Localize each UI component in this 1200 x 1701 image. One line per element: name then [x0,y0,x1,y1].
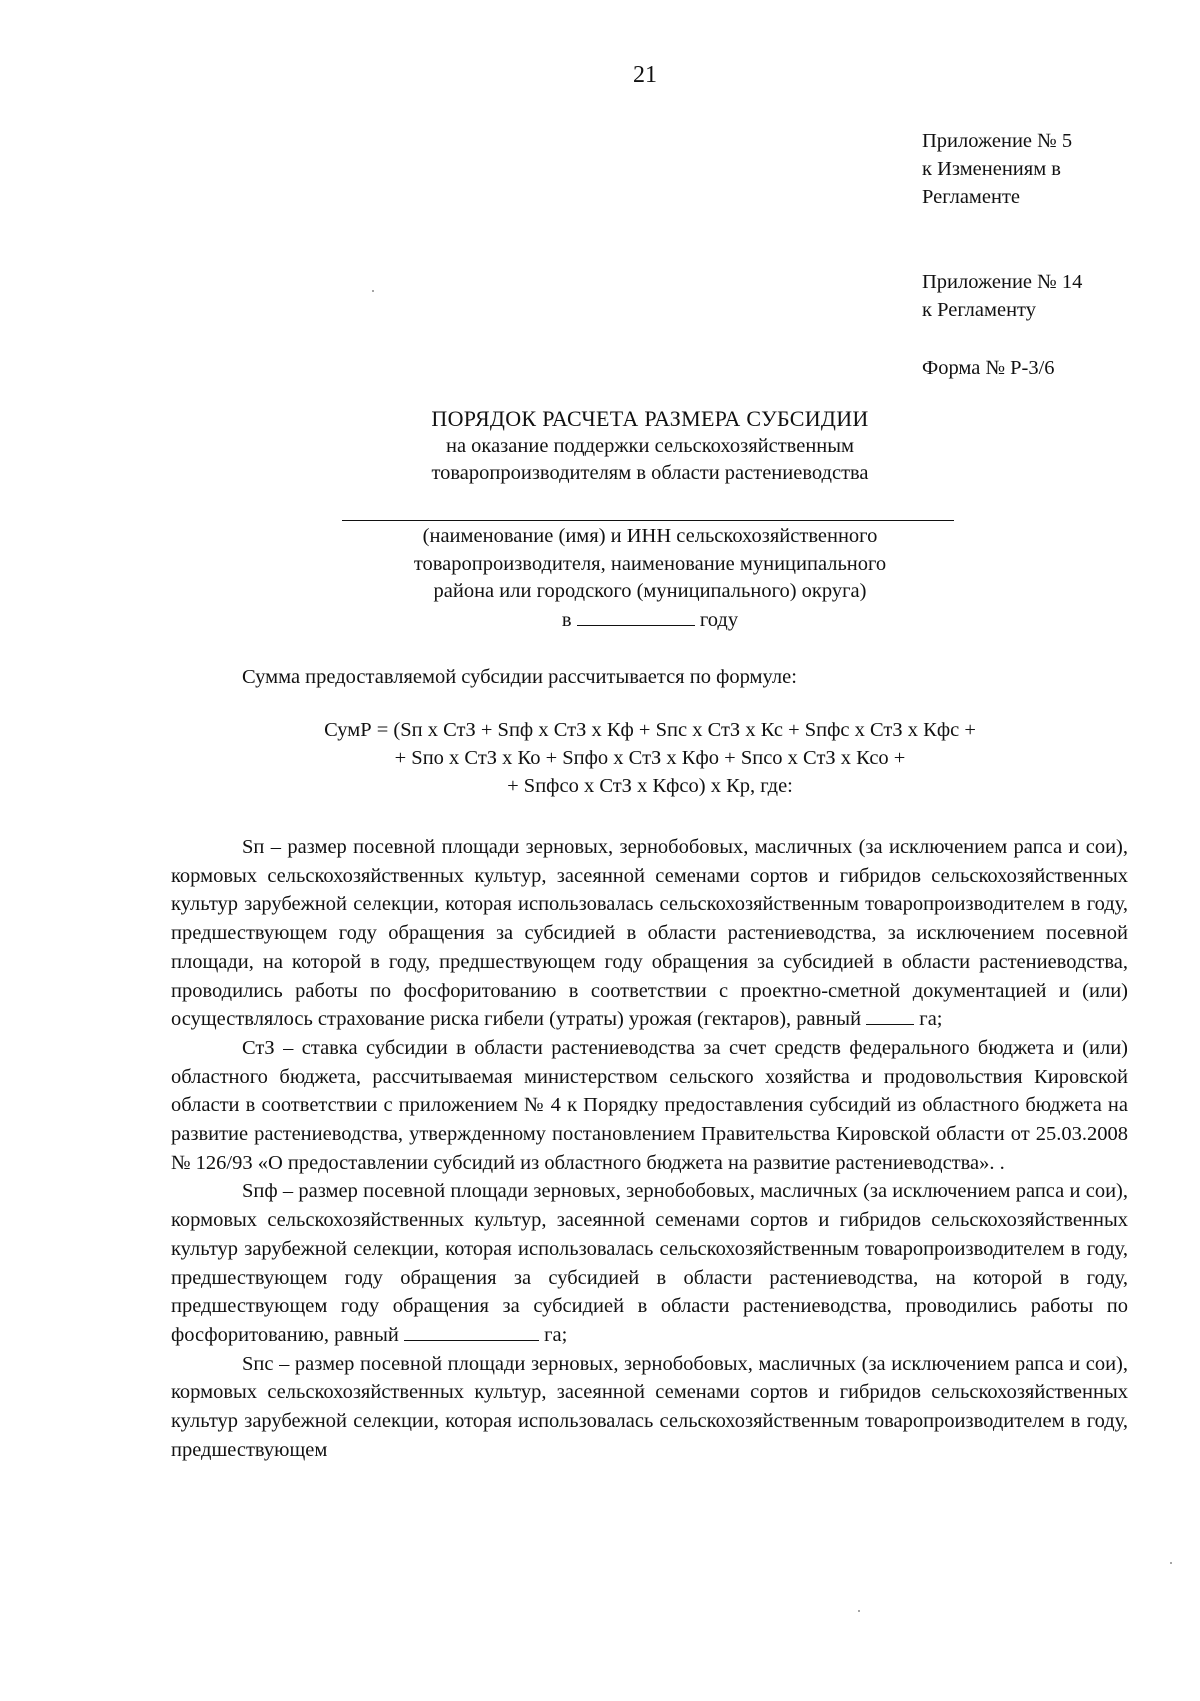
title-subtitle: товаропроизводителям в области растениеводства [431,462,869,484]
definition-spf [171,1177,1128,1349]
unit-text: га; [544,1323,568,1346]
annex-line: Приложение № 5 [922,130,1073,152]
definition-text: СтЗ – ставка субсидии в области растениеводства за счет средств федерального бюджета и (или) областного бюджета, рассчитываемая министерством сельского хозяйства и продовольствия Кировской области в соответствии с приложением № 4 к Порядку предоставления субсидий из областного бюджета на развитие растениеводства, утвержденному постановлением Правительства Кировской области от 25.03.2008 № 126/93 «О предоставлении субсидий из областного бюджета на развитие растениеводства». . [171,1036,1128,1174]
annex-line: к Изменениям в [922,158,1061,180]
area-blank [404,1321,539,1341]
formula-line: + Sпфсо х СтЗ х Кфсо) х Кр, где: [507,775,793,797]
formula-line: СумР = (Sп х СтЗ + Sпф х СтЗ х Кф + Sпс х СтЗ х Кс + Sпфс х СтЗ х Кфс + [324,719,976,741]
caption-line: товаропроизводителя, наименование муниципального [413,552,887,575]
definition-text: Sпф – размер посевной площади зерновых, зернобобовых, масличных (за исключением рапса и сои), кормовых сельскохозяйственных культур, засеянной семенами сортов и гибридов сельскохозяйственных культур зарубежной селекции, которая использовалась сельскохозяйственным товаропроизводителем в году, предшествующем году обращения за субсидией в области растениеводства, на которой в году, предшествующем году обращения за субсидией в области растениеводства, проводились работы по фосфоритованию, равный [171,1180,1128,1346]
year-line [250,606,1050,635]
annex-line: к Регламенту [922,299,1036,321]
annex-line: Приложение № 14 [922,271,1083,293]
definition-text: Sпс – размер посевной площади зерновых, зернобобовых, масличных (за исключением рапса и сои), кормовых сельскохозяйственных культур, засеянной семенами сортов и гибридов сельскохозяйственных культур зарубежной селекции, которая использовалась сельскохозяйственным товаропроизводителем в году, предшествующем [171,1352,1128,1461]
document-title [250,405,1050,487]
year-prefix: в [561,608,572,631]
scan-speck [1170,1562,1172,1564]
producer-name-fill-line [342,520,954,521]
formula-intro: Сумма предоставляемой субсидии рассчитывается по формуле: [242,666,797,688]
caption-line: района или городского (муниципального) округа) [433,580,867,602]
form-number [922,354,1055,382]
annex-to-regulation [922,268,1082,324]
definition-sp [171,833,1128,1034]
title-subtitle: на оказание поддержки сельскохозяйственным [445,435,855,457]
definition-stz [171,1034,1128,1178]
unit-text: га; [919,1008,943,1031]
subsidy-formula [180,716,1120,800]
area-blank [866,1005,914,1025]
page-number: 21 [633,62,657,88]
title-main: ПОРЯДОК РАСЧЕТА РАЗМЕРА СУБСИДИИ [431,406,869,431]
caption-line: (наименование (имя) и ИНН сельскохозяйственного [422,525,878,547]
formula-line: + Sпо х СтЗ х Ко + Sпфо х СтЗ х Кфо + Sпсо х СтЗ х Ксо + [394,747,906,769]
scan-speck [372,290,374,292]
annex-to-amendments [922,127,1072,211]
year-suffix: году [699,608,739,631]
definition-sps [171,1350,1128,1465]
form-number-text: Форма № Р-3/6 [922,357,1055,379]
definitions [171,833,1128,1464]
scan-speck [858,1610,860,1612]
annex-line: Регламенте [922,186,1021,208]
definition-text: Sп – размер посевной площади зерновых, зернобобовых, масличных (за исключением рапса и сои), кормовых сельскохозяйственных культур, засеянной семенами сортов и гибридов сельскохозяйственных культур зарубежной селекции, которая использовалась сельскохозяйственным товаропроизводителем в году, предшествующем году обращения за субсидией в области растениеводства, за исключением посевной площади, на которой в году, предшествующем году обращения за субсидией в области растениеводства, проводились работы по фосфоритованию в соответствии с проектно-сметной документацией и (или) осуществлялось страхование риска гибели (утраты) урожая (гектаров), равный [171,836,1128,1031]
year-blank [577,606,695,626]
fill-line-caption [250,523,1050,634]
